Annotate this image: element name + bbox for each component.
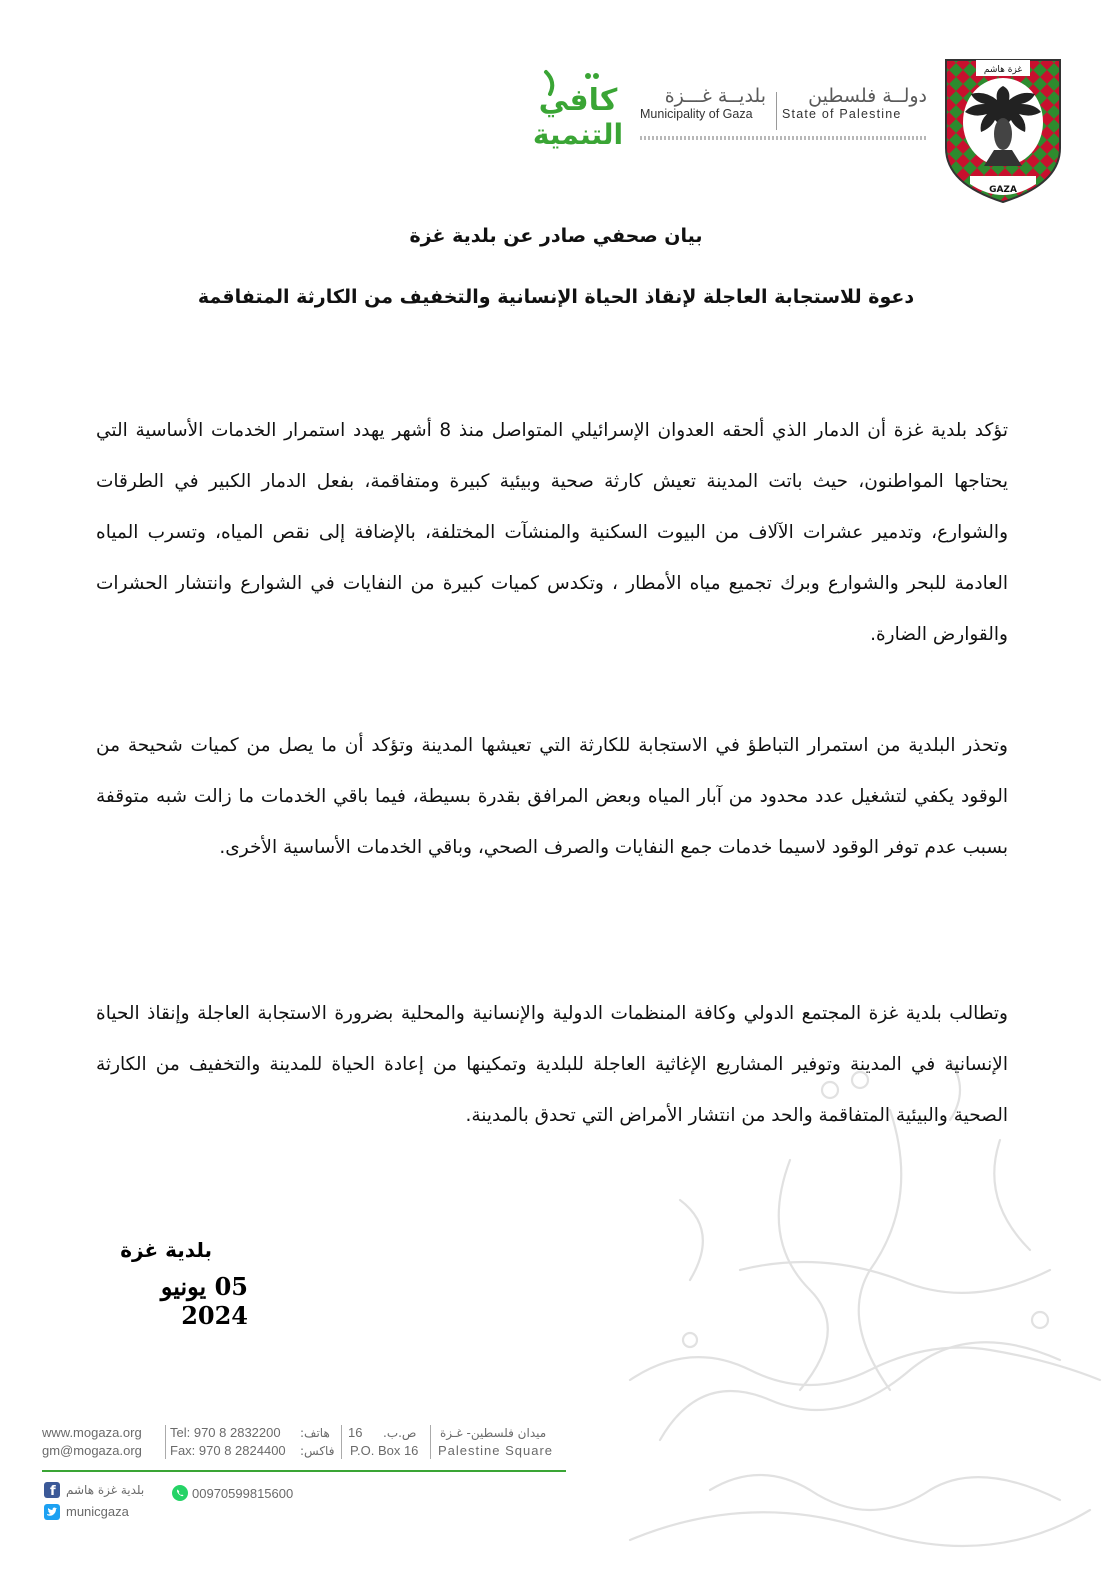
municipality-block xyxy=(640,85,766,121)
whatsapp-icon[interactable] xyxy=(172,1485,188,1501)
facebook-icon[interactable] xyxy=(44,1482,60,1498)
footer-separator xyxy=(165,1425,166,1459)
po-box-label-ar: ص.ب. xyxy=(383,1426,417,1440)
kafi-altanmiya-logo xyxy=(526,66,630,152)
phone-label-ar: هاتف: xyxy=(300,1426,330,1440)
state-name-ar: دولــة فلسطين xyxy=(808,85,927,107)
header-dotted-rule xyxy=(640,136,927,140)
po-box-en: P.O. Box 16 xyxy=(350,1443,419,1458)
whatsapp-number[interactable]: 00970599815600 xyxy=(192,1486,294,1501)
emblem-top-text: غزة هاشم xyxy=(983,65,1023,75)
municipality-name-en: Municipality of Gaza xyxy=(640,107,753,121)
fax-number: Fax: 970 8 2824400 xyxy=(170,1443,286,1458)
fax-label-ar: فاكس: xyxy=(300,1444,335,1458)
address-en: Palestine Square xyxy=(438,1443,554,1458)
header-divider xyxy=(776,92,777,130)
svg-text:كافي: كافي xyxy=(538,83,618,118)
body-paragraph-1: تؤكد بلدية غزة أن الدمار الذي ألحقه العدوان الإسرائيلي المتواصل منذ 8 أشهر يهدد استمرار الخدمات الأساسية التي يحتاجها المواطنون، حيث باتت المدينة تعيش كارثة صحية وبيئية كبيرة ومتفاقمة، بفعل الدمار الكبير في الطرقات والشوارع، وتدمير عشرات الآلاف من البيوت السكنية والمنشآت المختلفة، بالإضافة إلى نقص المياه، وتسرب المياه العادمة للبحر والشوارع وبرك تجميع مياه الأمطار ، وتكدس كميات كبيرة من النفايات في الشوارع وانتشار الحشرات والقوارض الضارة. xyxy=(96,420,1008,645)
phone-number: Tel: 970 8 2832200 xyxy=(170,1425,281,1440)
svg-text:f: f xyxy=(50,1484,56,1498)
facebook-page-name[interactable]: بلدية غزة هاشم xyxy=(66,1483,145,1497)
body-paragraph-2: وتحذر البلدية من استمرار التباطؤ في الاستجابة للكارثة التي تعيشها المدينة وتؤكد أن ما يصل من كميات شحيحة من الوقود يكفي لتشغيل عدد محدود من آبار المياه وبعض المرافق بقدرة بسيطة، فيما باقي الخدمات ما زالت شبه متوقفة بسبب عدم توفر الوقود لاسيما خدمات جمع النفايات والصرف الصحي، وباقي الخدمات الأساسية الأخرى. xyxy=(96,735,1008,858)
signature-date: 05 يونيو 2024 xyxy=(160,1272,248,1330)
footer-separator xyxy=(341,1425,342,1459)
signature-name: بلدية غزة xyxy=(120,1238,212,1262)
state-name-en: State of Palestine xyxy=(782,107,902,121)
twitter-icon[interactable] xyxy=(44,1504,60,1520)
document-subtitle: دعوة للاستجابة العاجلة لإنقاذ الحياة الإنسانية والتخفيف من الكارثة المتفاقمة xyxy=(197,286,915,308)
email-link[interactable]: gm@mogaza.org xyxy=(42,1443,142,1458)
emblem-bottom-text: GAZA xyxy=(989,185,1017,195)
document-title: بيان صحفي صادر عن بلدية غزة xyxy=(409,225,703,247)
address-ar: ميدان فلسطين- غـزة xyxy=(440,1426,547,1440)
footer-separator xyxy=(430,1425,431,1459)
footer-green-rule xyxy=(42,1470,566,1472)
website-link[interactable]: www.mogaza.org xyxy=(42,1425,142,1440)
svg-text:التنمية: التنمية xyxy=(532,118,624,151)
po-box-number: 16 xyxy=(348,1425,363,1440)
body-paragraph-3: وتطالب بلدية غزة المجتمع الدولي وكافة المنظمات الدولية والإنسانية والمحلية بضرورة الاستجابة العاجلة وإنقاذ الحياة الإنسانية في المدينة وتوفير المشاريع الإغاثية العاجلة للبلدية وتمكينها من إعادة الحياة للمدينة والتخفيف من الكارثة الصحية والبيئية المتفاقمة والحد من انتشار الأمراض التي تحدق بالمدينة. xyxy=(96,1003,1008,1126)
municipality-name-ar: بلديــة غـــزة xyxy=(664,85,766,107)
state-of-palestine-block xyxy=(782,85,927,121)
twitter-handle[interactable]: municgaza xyxy=(66,1504,129,1519)
gaza-municipality-emblem xyxy=(942,56,1064,206)
